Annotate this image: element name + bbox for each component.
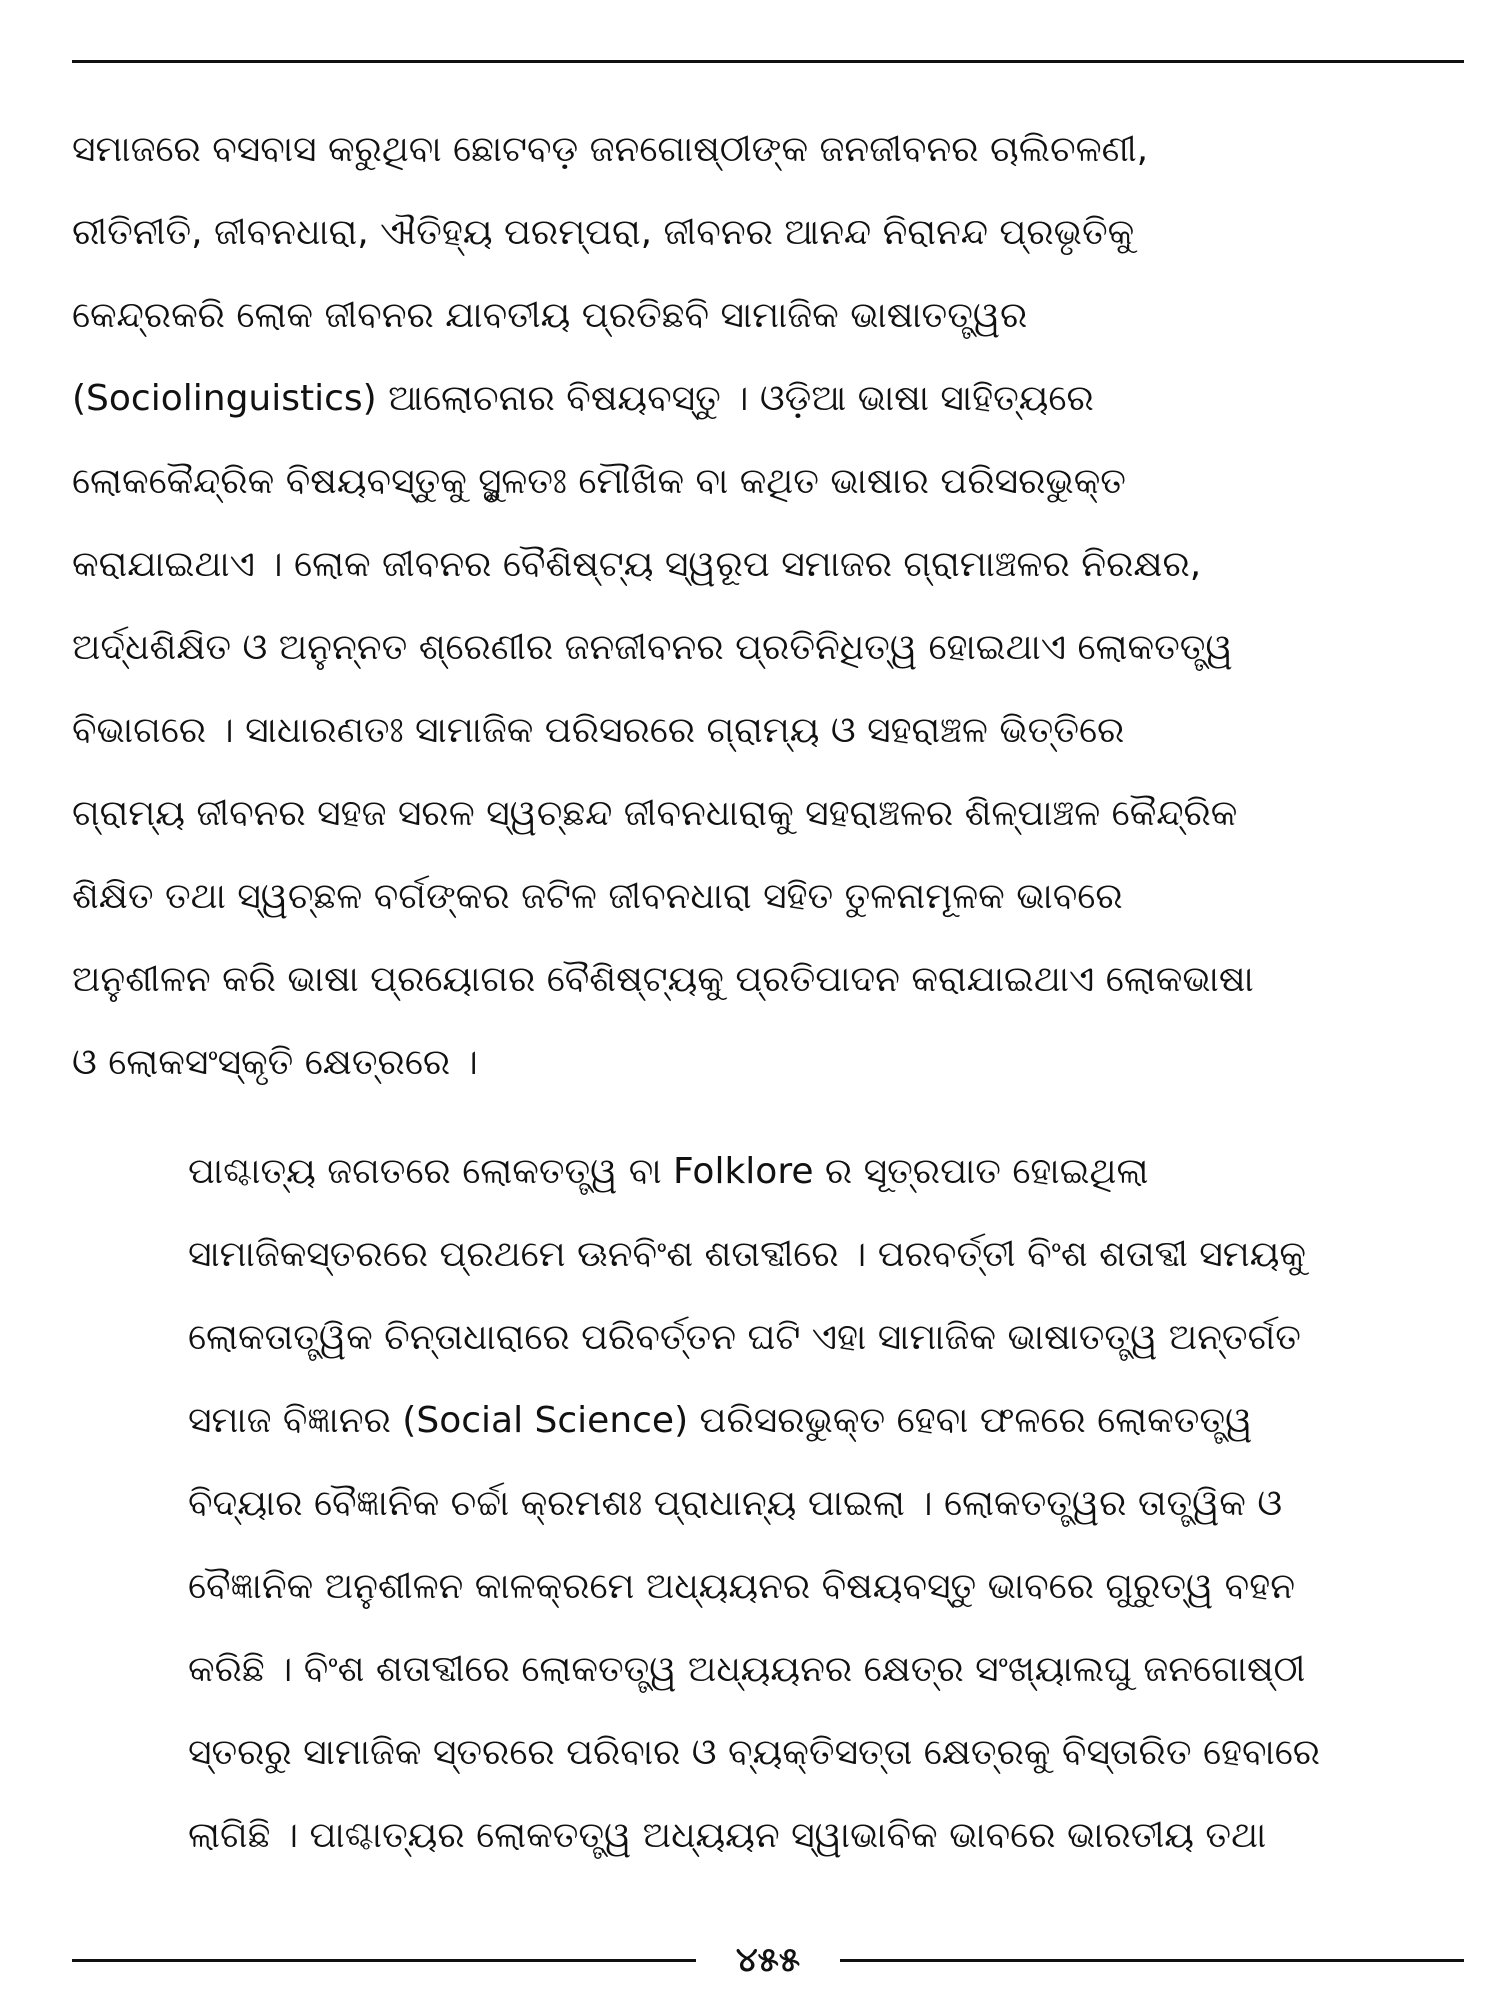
paragraph-2	[72, 1130, 1464, 1877]
page-footer	[72, 1940, 1464, 1980]
top-rule	[72, 60, 1464, 63]
text-line: ଗ୍ରାମ୍ୟ ଜୀବନର ସହଜ ସରଳ ସ୍ୱଚ୍ଛନ୍ଦ ଜୀବନଧାରାକୁ ସହରାଞ୍ଚଳର ଶିଳ୍ପାଞ୍ଚଳ କୈନ୍ଦ୍ରିକ	[72, 793, 1238, 834]
text-line: କରିଛି । ବିଂଶ ଶତାବ୍ଦୀରେ ଲୋକତତ୍ତ୍ୱ ଅଧ୍ୟୟନର କ୍ଷେତ୍ର ସଂଖ୍ୟାଲଘୁ ଜନଗୋଷ୍ଠୀ	[188, 1649, 1306, 1690]
text-line: ଲୋକକୈନ୍ଦ୍ରିକ ବିଷୟବସ୍ତୁକୁ ସ୍ଥୁଳତଃ ମୌଖିକ ବା କଥିତ ଭାଷାର ପରିସରଭୁକ୍ତ	[72, 461, 1126, 502]
paragraph-1	[72, 108, 1464, 1104]
body-text	[72, 108, 1464, 1908]
text-line: ସ୍ତରରୁ ସାମାଜିକ ସ୍ତରରେ ପରିବାର ଓ ବ୍ୟକ୍ତିସତ୍ତା କ୍ଷେତ୍ରକୁ ବିସ୍ତାରିତ ହେବାରେ	[188, 1732, 1321, 1773]
text-line: କେନ୍ଦ୍ରକରି ଲୋକ ଜୀବନର ଯାବତୀୟ ପ୍ରତିଛବି ସାମାଜିକ ଭାଷାତତ୍ତ୍ୱର	[72, 295, 1028, 336]
footer-rule-right	[840, 1959, 1464, 1962]
text-line: ପାଶ୍ଚାତ୍ୟ ଜଗତରେ ଲୋକତତ୍ତ୍ୱ ବା Folklore ର ସୂତ୍ରପାତ ହୋଇଥିଲା	[188, 1151, 1149, 1192]
text-line: ଲୋକତାତ୍ତ୍ୱିକ ଚିନ୍ତାଧାରାରେ ପରିବର୍ତ୍ତନ ଘଟି ଏହା ସାମାଜିକ ଭାଷାତତ୍ତ୍ୱ ଅନ୍ତର୍ଗତ	[188, 1317, 1301, 1358]
text-line: ଲାଗିଛି । ପାଶ୍ଚାତ୍ୟର ଲୋକତତ୍ତ୍ୱ ଅଧ୍ୟୟନ ସ୍ୱାଭାବିକ ଭାବରେ ଭାରତୀୟ ତଥା	[188, 1815, 1267, 1856]
text-line: ବୈଜ୍ଞାନିକ ଅନୁଶୀଳନ କାଳକ୍ରମେ ଅଧ୍ୟୟନର ବିଷୟବସ୍ତୁ ଭାବରେ ଗୁରୁତ୍ୱ ବହନ	[188, 1566, 1296, 1607]
page-number: ୪୫୫	[735, 1940, 801, 1980]
text-line: ରୀତିନୀତି, ଜୀବନଧାରା, ଐତିହ୍ୟ ପରମ୍ପରା, ଜୀବନର ଆନନ୍ଦ ନିରାନନ୍ଦ ପ୍ରଭୃତିକୁ	[72, 212, 1135, 253]
text-line: ସମାଜରେ ବସବାସ କରୁଥିବା ଛୋଟବଡ଼ ଜନଗୋଷ୍ଠୀଙ୍କ ଜନଜୀବନର ଚାଲିଚଳଣୀ,	[72, 129, 1149, 170]
text-line: ସମାଜ ବିଜ୍ଞାନର (Social Science) ପରିସରଭୁକ୍ତ ହେବା ଫଳରେ ଲୋକତତ୍ତ୍ୱ	[188, 1400, 1253, 1441]
text-line: ବିଭାଗରେ । ସାଧାରଣତଃ ସାମାଜିକ ପରିସରରେ ଗ୍ରାମ୍ୟ ଓ ସହରାଞ୍ଚଳ ଭିତ୍ତିରେ	[72, 710, 1125, 751]
text-line: କରାଯାଇଥାଏ । ଲୋକ ଜୀବନର ବୈଶିଷ୍ଟ୍ୟ ସ୍ୱରୂପ ସମାଜର ଗ୍ରାମାଞ୍ଚଳର ନିରକ୍ଷର,	[72, 544, 1202, 585]
text-line: ଅର୍ଦ୍ଧଶିକ୍ଷିତ ଓ ଅନୁନ୍ନତ ଶ୍ରେଣୀର ଜନଜୀବନର ପ୍ରତିନିଧିତ୍ୱ ହୋଇଥାଏ ଲୋକତତ୍ତ୍ୱ	[72, 627, 1233, 668]
text-line: ଅନୁଶୀଳନ କରି ଭାଷା ପ୍ରୟୋଗର ବୈଶିଷ୍ଟ୍ୟକୁ ପ୍ରତିପାଦନ କରାଯାଇଥାଏ ଲୋକଭାଷା	[72, 959, 1254, 1000]
text-line: ବିଦ୍ୟାର ବୈଜ୍ଞାନିକ ଚର୍ଚ୍ଚା କ୍ରମଶଃ ପ୍ରାଧାନ୍ୟ ପାଇଲା । ଲୋକତତ୍ତ୍ୱର ତାତ୍ତ୍ୱିକ ଓ	[188, 1483, 1283, 1524]
text-line: ସାମାଜିକସ୍ତରରେ ପ୍ରଥମେ ଊନବିଂଶ ଶତାବ୍ଦୀରେ । ପରବର୍ତ୍ତୀ ବିଂଶ ଶତାବ୍ଦୀ ସମୟକୁ	[188, 1234, 1307, 1275]
text-line: ଶିକ୍ଷିତ ତଥା ସ୍ୱଚ୍ଛଳ ବର୍ଗଙ୍କର ଜଟିଳ ଜୀବନଧାରା ସହିତ ତୁଳନାମୂଳକ ଭାବରେ	[72, 876, 1123, 917]
text-line: (Sociolinguistics) ଆଲୋଚନାର ବିଷୟବସ୍ତୁ । ଓଡ଼ିଆ ଭାଷା ସାହିତ୍ୟରେ	[72, 378, 1094, 419]
footer-rule-left	[72, 1959, 696, 1962]
text-line: ଓ ଲୋକସଂସ୍କୃତି କ୍ଷେତ୍ରରେ ।	[72, 1042, 478, 1083]
